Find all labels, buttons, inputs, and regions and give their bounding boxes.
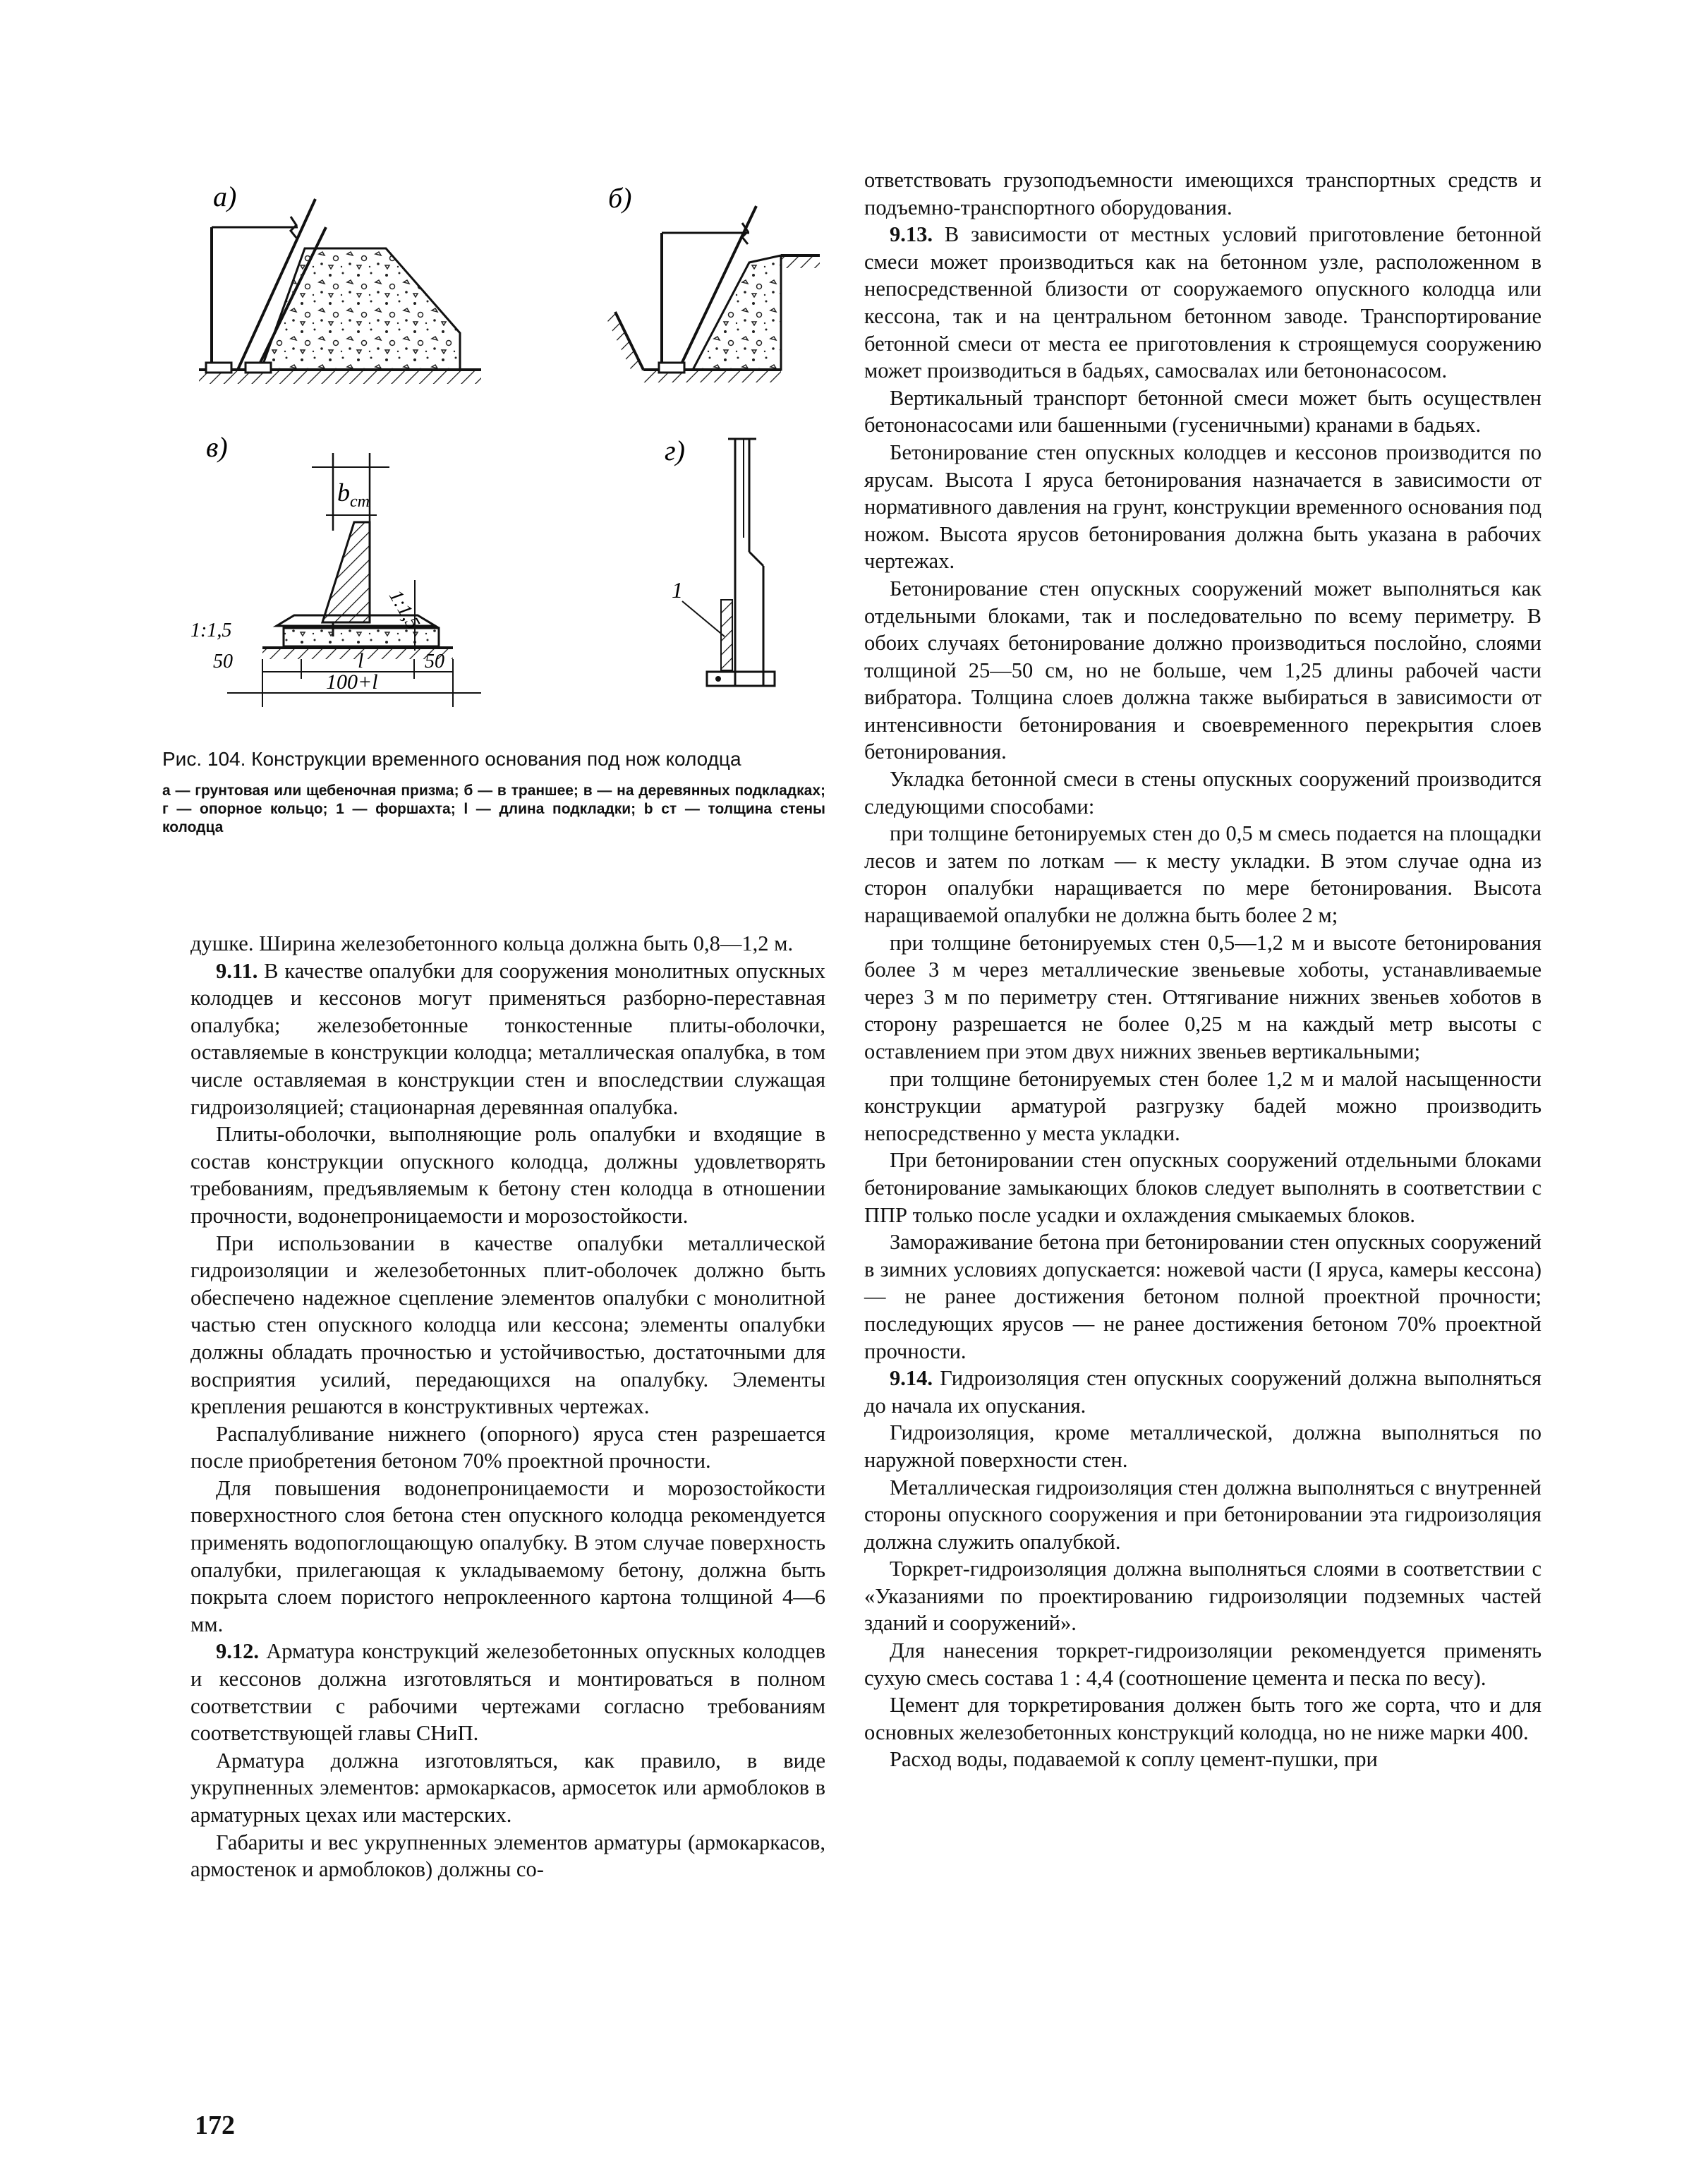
paragraph-text: Бетонирование стен опускных колодцев и кессонов производится по ярусам. Высота I яруса бетонирования назначается в зависимости от нормативного давления на грунт, конструкции временного основания под ножом. Высота ярусов бетонирования должна быть указана в рабочих чертежах. xyxy=(864,440,1542,574)
panel-label-b: б) xyxy=(608,185,632,214)
paragraph-text: Вертикальный транспорт бетонной смеси может быть осуществлен бетононасосами или башенными (гусеничными) кранами в бадьях. xyxy=(864,385,1542,437)
paragraph xyxy=(864,167,1542,221)
paragraph-text: При бетонировании стен опускных сооружений отдельными блоками бетонирование замыкающих блоков следует выполнять в соответствии с ППР только после усадки и охлаждения смыкаемых блоков. xyxy=(864,1148,1542,1227)
paragraph-text: Арматура должна изготовляться, как правило, в виде укрупненных элементов: армокаркасов, армосеток или армоблоков в арматурных цехах или мастерских. xyxy=(190,1748,825,1827)
paragraph-text: Плиты-оболочки, выполняющие роль опалубки и входящие в состав конструкции опускного колодца, должны удовлетворять требованиям, предъявляемым к бетону стен колодца в отношении прочности, водонепроницаемости и морозостойкости. xyxy=(190,1122,825,1228)
caption-title: Рис. 104. Конструкции временного основания под нож колодца xyxy=(162,748,741,770)
left-column xyxy=(190,930,825,1883)
panel-g xyxy=(665,435,775,686)
paragraph-text: Цемент для торкретирования должен быть того же сорта, что и для основных железобетонных конструкций колодца, но не ниже марки 400. xyxy=(864,1693,1542,1744)
paragraph xyxy=(864,1691,1542,1746)
figure-drawing xyxy=(185,185,848,721)
paragraph-text: душке. Ширина железобетонного кольца должна быть 0,8—1,2 м. xyxy=(190,931,794,955)
paragraph xyxy=(190,1420,825,1475)
paragraph-text: Распалубливание нижнего (опорного) яруса стен разрешается после приобретения бетоном 70% проектной прочности. xyxy=(190,1421,825,1473)
paragraph-text: при толщине бетонируемых стен более 1,2 м и малой насыщенности конструкции арматурой разгрузку бадей можно производить непосредственно у места укладки. xyxy=(864,1066,1542,1145)
clause-number: 9.12. xyxy=(216,1639,259,1664)
panel-label-g: г) xyxy=(665,435,685,466)
paragraph-text: В качестве опалубки для сооружения монолитных опускных колодцев и кессонов могут применяться разборно-переставная опалубка; железобетонные тонкостенные плиты-оболочки, оставляемые в конструкции колодца; металлическая опалубка, в том числе оставляемая в конструкции стен и впоследствии служащая гидроизоляцией; стационарная деревянная опалубка. xyxy=(190,958,825,1119)
paragraph xyxy=(864,1229,1542,1365)
paragraph-text: Расход воды, подаваемой к соплу цемент-пушки, при xyxy=(890,1747,1378,1772)
paragraph-text: При использовании в качестве опалубки металлической гидроизоляции и железобетонных плит-оболочек должно быть обеспечено надежное сцепление элементов опалубки с монолитной частью стен опускного колодца или кессона; элементы опалубки должны обладать прочностью и устойчивостью, достаточными для восприятия усилий, передающихся на опалубку. Элементы крепления решаются в конструктивных чертежах. xyxy=(190,1231,825,1419)
paragraph-text: В зависимости от местных условий приготовление бетонной смеси может производиться как на бетонном узле, расположенном в непосредственной близости от сооружаемого опускного колодца или кессона, так и на центральном бетонном заводе. Транспортирование бетонной смеси от места ее приготовления к строящемуся сооружению может производиться в бадьях, самосвалах или бетононасосом. xyxy=(864,222,1542,383)
paragraph xyxy=(864,1555,1542,1637)
figure-caption xyxy=(162,747,825,837)
paragraph-text: Бетонирование стен опускных сооружений может выполняться как отдельными блоками, так и последовательно по всему периметру. В обоих случаях бетонирование должно производиться послойно, слоями толщиной 25—50 см, но не больше, чем 1,25 длины рабочей части вибратора. Толщина слоев должна также выбираться в зависимости от интенсивности бетонирования и своевременного перекрытия слоев бетонирования. xyxy=(864,576,1542,764)
figure-104 xyxy=(185,185,848,721)
paragraph-text: Габариты и вес укрупненных элементов арматуры (армокаркасов, армостенок и армоблоков) должны со- xyxy=(190,1830,825,1882)
paragraph xyxy=(190,1475,825,1638)
callout-1: 1 xyxy=(672,577,683,603)
clause-number: 9.11. xyxy=(216,958,258,983)
panel-a xyxy=(199,185,481,384)
paragraph xyxy=(190,1638,825,1746)
right-column xyxy=(864,167,1542,1773)
dim-b-ct-sub: ст xyxy=(350,493,370,511)
panel-label-a: а) xyxy=(213,185,237,212)
paragraph-text: Гидроизоляция стен опускных сооружений должна выполняться до начала их опускания. xyxy=(864,1366,1542,1418)
panel-v xyxy=(190,431,481,707)
paragraph xyxy=(190,1829,825,1883)
paragraph-text: при толщине бетонируемых стен 0,5—1,2 м и высоте бетонирования более 3 м через металлические звеньевые хоботы, устанавливаемые через 3 м по периметру стен. Оттягивание нижних звеньев хоботов в сторону разрешается не более 0,25 м на каждый метр высоты с оставлением при этом двух нижних звеньев вертикальными; xyxy=(864,930,1542,1063)
paragraph xyxy=(190,1230,825,1420)
paragraph xyxy=(864,1066,1542,1147)
paragraph xyxy=(864,1147,1542,1229)
paragraph xyxy=(190,958,825,1121)
dim-right-50: 50 xyxy=(425,651,444,672)
slope-left: 1:1,5 xyxy=(190,620,232,641)
paragraph-text: Для нанесения торкрет-гидроизоляции рекомендуется применять сухую смесь состава 1 : 4,4 (соотношение цемента и песка по весу). xyxy=(864,1638,1542,1690)
clause-number: 9.14. xyxy=(890,1366,933,1391)
dim-b-ct-main: b xyxy=(337,478,350,507)
caption-legend: а — грунтовая или щебеночная призма; б — в траншее; в — на деревянных подкладках; г — опорное кольцо; 1 — форшахта; l — длина подкладки; b ст — толщина стены колодца xyxy=(162,783,825,835)
paragraph xyxy=(190,930,825,958)
paragraph-text: Замораживание бетона при бетонировании стен опускных сооружений в зимних условиях допускается: ножевой части (I яруса, камеры кессона) — не ранее достижения бетоном полной проектной прочности; последующих ярусов — не ранее достижения бетоном 70% проектной прочности. xyxy=(864,1230,1542,1363)
paragraph xyxy=(190,1747,825,1829)
dim-total: 100+l xyxy=(326,670,378,694)
paragraph xyxy=(864,1365,1542,1419)
dim-l: l xyxy=(358,649,364,672)
paragraph xyxy=(864,1637,1542,1691)
slope-right: 1:1,5 xyxy=(384,586,424,633)
paragraph-text: Гидроизоляция, кроме металлической, должна выполняться по наружной поверхности стен. xyxy=(864,1420,1542,1472)
paragraph-text: Для повышения водонепроницаемости и морозостойкости поверхностного слоя бетона стен опускного колодца рекомендуется применять водопоглощающую опалубку. В этом случае поверхность опалубки, прилегающая к укладываемому бетону, должна быть покрыта слоем пористого непроклеенного картона толщиной 4—6 мм. xyxy=(190,1475,825,1636)
paragraph-text: ответствовать грузоподъемности имеющихся транспортных средств и подъемно-транспортного оборудования. xyxy=(864,168,1542,219)
paragraph xyxy=(190,1121,825,1229)
paragraph xyxy=(864,766,1542,820)
dim-b-ct xyxy=(337,478,370,511)
paragraph-text: Металлическая гидроизоляция стен должна выполняться с внутренней стороны опускного сооружения и при бетонировании эта гидроизоляция должна служить опалубкой. xyxy=(864,1475,1542,1554)
paragraph xyxy=(864,1474,1542,1556)
paragraph xyxy=(864,575,1542,766)
paragraph-text: Укладка бетонной смеси в стены опускных сооружений производится следующими способами: xyxy=(864,767,1542,819)
paragraph-text: Арматура конструкций железобетонных опускных колодцев и кессонов должна изготовляться и монтироваться в полном соответствии с рабочими чертежами согласно требованиям соответствующей главы СНиП. xyxy=(190,1639,825,1746)
dim-left-50: 50 xyxy=(213,651,233,672)
paragraph xyxy=(864,820,1542,929)
paragraph xyxy=(864,221,1542,385)
panel-label-v: в) xyxy=(206,431,228,463)
paragraph xyxy=(864,385,1542,439)
paragraph xyxy=(864,1419,1542,1473)
paragraph-text: при толщине бетонируемых стен до 0,5 м смесь подается на площадки лесов и затем по лоткам — к месту укладки. В этом случае одна из сторон опалубки наращивается по мере бетонирования. Высота наращиваемой опалубки не должна быть более 2 м; xyxy=(864,821,1542,928)
paragraph xyxy=(864,1746,1542,1773)
paragraph-text: Торкрет-гидроизоляция должна выполняться слоями в соответствии с «Указаниями по проектированию гидроизоляции подземных частей зданий и сооружений». xyxy=(864,1557,1542,1636)
page-number: 172 xyxy=(195,2111,235,2140)
clause-number: 9.13. xyxy=(890,222,933,247)
panel-b xyxy=(605,185,820,382)
paragraph xyxy=(864,929,1542,1066)
paragraph xyxy=(864,439,1542,575)
